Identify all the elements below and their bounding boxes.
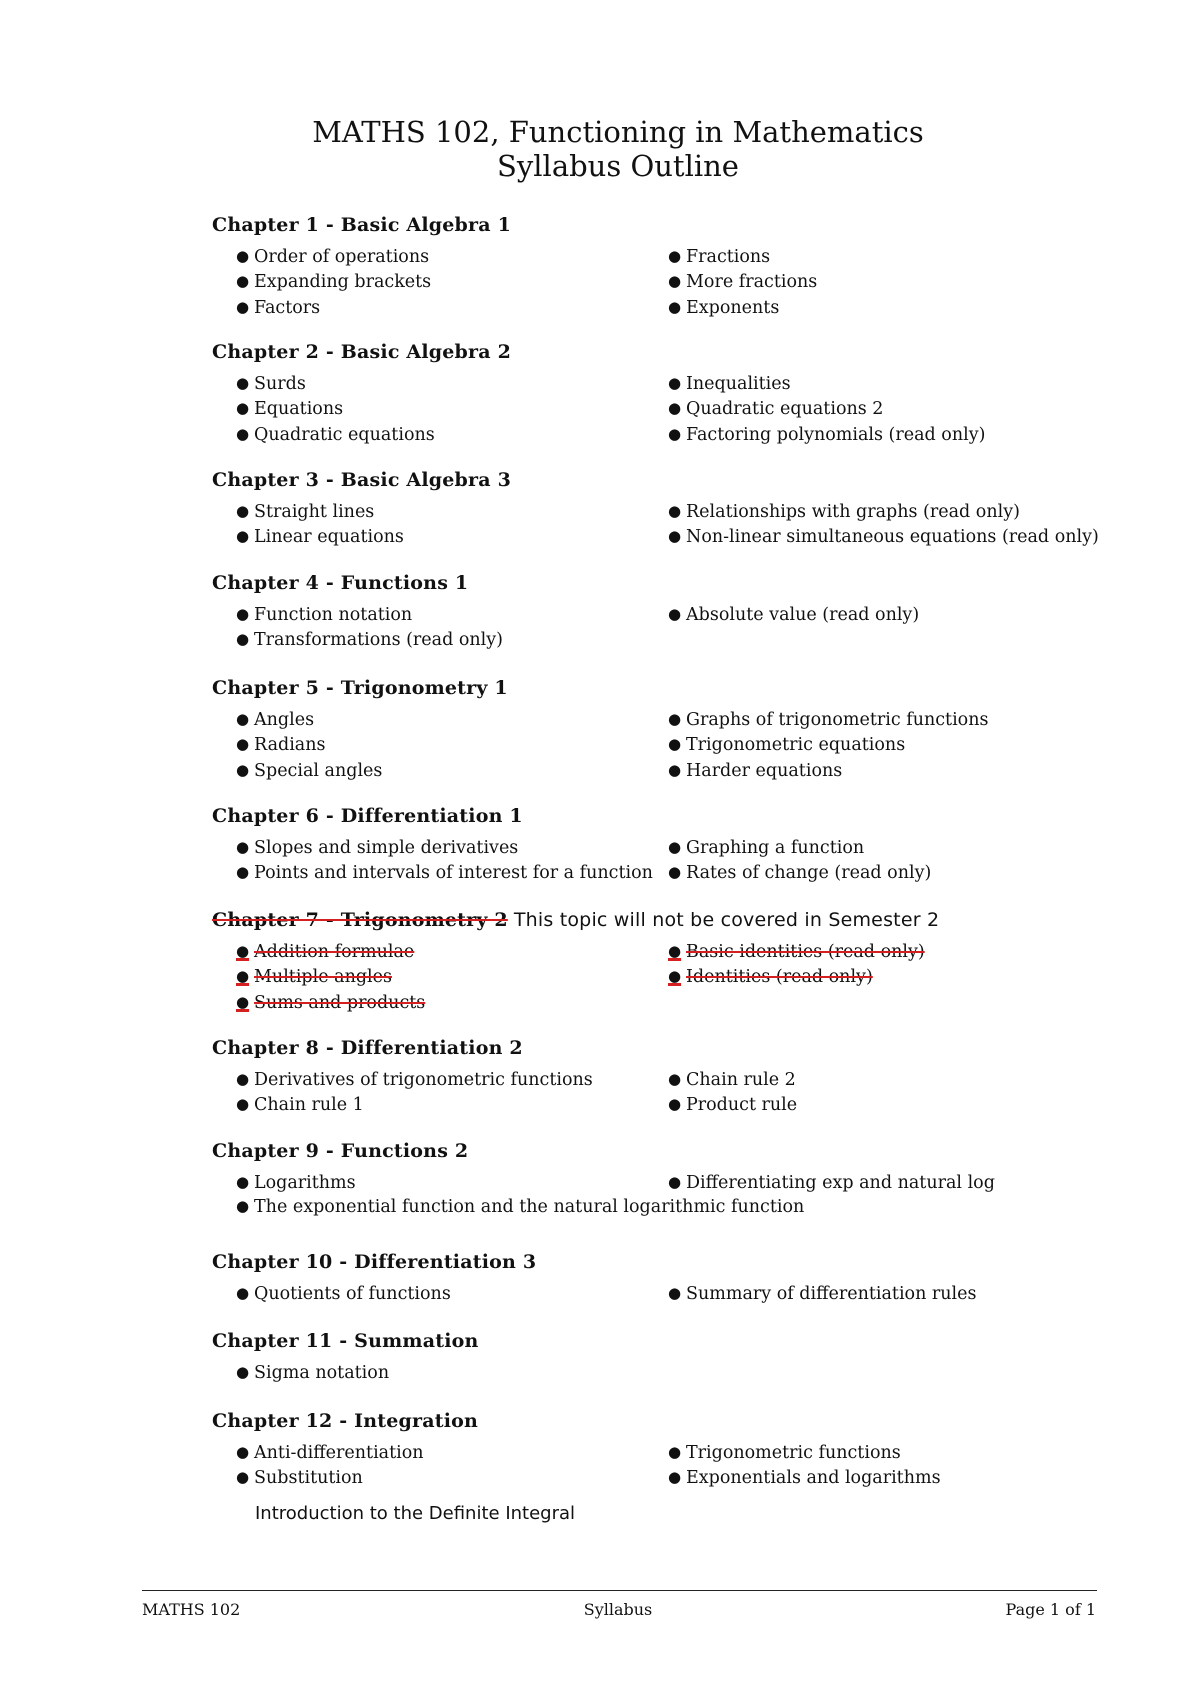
chapter-4 <box>212 572 1112 651</box>
list-item: ● Factors <box>236 297 321 318</box>
topic-list-full <box>236 1194 804 1219</box>
topic-list-left <box>236 244 431 320</box>
topic-list-left <box>236 499 404 550</box>
chapter-6 <box>212 805 1112 884</box>
topic-list-right <box>668 1281 977 1306</box>
topic-list-left <box>236 371 435 447</box>
list-item: ● Differentiating exp and natural log <box>668 1173 995 1193</box>
list-item: ● Non-linear simultaneous equations (read only) <box>668 527 1099 548</box>
list-item: ● Relationships with graphs (read only) <box>668 502 1020 522</box>
title-block <box>0 115 1200 183</box>
list-item: ● Sigma notation <box>236 1363 390 1383</box>
chapter-11 <box>212 1330 1112 1383</box>
list-item: ● Graphing a function <box>668 838 865 858</box>
list-item: ● Chain rule 2 <box>668 1070 796 1090</box>
list-item: ● Harder equations <box>668 760 843 781</box>
chapter-heading: Chapter 10 - Differentiation 3 <box>212 1251 537 1273</box>
list-item: ● Fractions <box>668 247 771 267</box>
chapter-7 <box>212 909 1112 1013</box>
chapter-heading: Chapter 7 - Trigonometry 2 This topic will not be covered in Semester 2 <box>212 909 940 931</box>
list-item: ● Rates of change (read only) <box>668 863 932 884</box>
topic-list-right <box>668 835 931 886</box>
topic-list-left <box>236 1170 356 1195</box>
list-item: ● Slopes and simple derivatives <box>236 838 519 858</box>
topic-list-right <box>668 1170 995 1195</box>
footer-course: MATHS 102 <box>142 1600 241 1619</box>
list-item: ● Factoring polynomials (read only) <box>668 424 986 445</box>
chapter-heading: Chapter 11 - Summation <box>212 1330 479 1352</box>
list-item: ● Straight lines <box>236 502 375 522</box>
topic-list-right <box>668 499 1099 550</box>
list-item: ● Basic identities (read only) <box>668 942 925 962</box>
chapter-heading: Chapter 1 - Basic Algebra 1 <box>212 214 511 236</box>
topic-list-left <box>236 602 503 653</box>
topic-list-left <box>236 707 382 783</box>
topic-list-right <box>668 244 817 320</box>
list-item: ● Transformations (read only) <box>236 630 503 651</box>
list-item: ● Angles <box>236 710 315 730</box>
list-item: ● Equations <box>236 399 344 420</box>
list-item: ● Substitution <box>236 1468 363 1489</box>
chapter-heading: Chapter 9 - Functions 2 <box>212 1140 469 1162</box>
list-item: ● Surds <box>236 374 306 394</box>
chapter-5 <box>212 677 1112 781</box>
topic-list-left <box>236 835 653 886</box>
chapter-heading: Chapter 6 - Differentiation 1 <box>212 805 523 827</box>
chapter-12 <box>212 1410 1112 1489</box>
list-item: ● Product rule <box>668 1095 798 1116</box>
chapter-heading: Chapter 3 - Basic Algebra 3 <box>212 469 511 491</box>
chapter-9 <box>212 1140 1112 1217</box>
list-item: ● Graphs of trigonometric functions <box>668 710 989 730</box>
annotation-note: This topic will not be covered in Semester 2 <box>513 909 940 931</box>
page-title: MATHS 102, Functioning in Mathematics <box>312 115 924 149</box>
chapter-8 <box>212 1037 1112 1116</box>
chapter-3 <box>212 469 1112 548</box>
list-item: ● Exponentials and logarithms <box>668 1468 941 1489</box>
chapter-10 <box>212 1251 1112 1304</box>
list-item: ● Special angles <box>236 760 383 781</box>
list-item: ● Trigonometric equations <box>668 735 906 756</box>
list-item: ● Anti-differentiation <box>236 1443 424 1463</box>
topic-list-right <box>668 939 925 990</box>
footer-document: Syllabus <box>583 1600 653 1619</box>
list-item: ● Multiple angles <box>236 967 392 988</box>
chapter-1 <box>212 214 1112 318</box>
topic-list-right <box>668 707 988 783</box>
chapter-heading: Chapter 8 - Differentiation 2 <box>212 1037 523 1059</box>
list-item: ● Order of operations <box>236 247 430 267</box>
added-topic-note: Introduction to the Definite Integral <box>255 1503 576 1524</box>
list-item: ● The exponential function and the natural logarithmic function <box>236 1197 805 1217</box>
list-item: ● Sums and products <box>236 992 426 1013</box>
list-item: ● Trigonometric functions <box>668 1443 901 1463</box>
list-item: ● Radians <box>236 735 326 756</box>
list-item: ● Addition formulae <box>236 942 415 962</box>
list-item: ● Quadratic equations 2 <box>668 399 884 420</box>
list-item: ● Linear equations <box>236 527 404 548</box>
footer-page-number: Page 1 of 1 <box>1005 1600 1096 1619</box>
topic-list-left <box>236 1281 451 1306</box>
list-item: ● Identities (read only) <box>668 967 873 988</box>
list-item: ● Exponents <box>668 297 780 318</box>
topic-list-left <box>236 1360 389 1385</box>
list-item: ● Quotients of functions <box>236 1284 451 1304</box>
chapter-heading: Chapter 5 - Trigonometry 1 <box>212 677 508 699</box>
topic-list-left <box>236 1067 593 1118</box>
list-item: ● Chain rule 1 <box>236 1095 364 1116</box>
footer-divider <box>142 1590 1097 1591</box>
list-item: ● Summary of differentiation rules <box>668 1284 977 1304</box>
chapter-heading: Chapter 4 - Functions 1 <box>212 572 469 594</box>
list-item: ● Logarithms <box>236 1173 356 1193</box>
list-item: ● Expanding brackets <box>236 272 432 293</box>
topic-list-right <box>668 1440 941 1491</box>
list-item: ● Absolute value (read only) <box>668 605 920 625</box>
list-item: ● Derivatives of trigonometric functions <box>236 1070 593 1090</box>
topic-list-right <box>668 602 919 627</box>
chapter-heading: Chapter 12 - Integration <box>212 1410 479 1432</box>
chapter-heading: Chapter 2 - Basic Algebra 2 <box>212 341 511 363</box>
topic-list-right <box>668 1067 797 1118</box>
topic-list-left <box>236 1440 424 1491</box>
list-item: ● Points and intervals of interest for a function <box>236 863 653 884</box>
page-subtitle: Syllabus Outline <box>497 149 739 183</box>
topic-list-right <box>668 371 985 447</box>
chapter-2 <box>212 341 1112 445</box>
list-item: ● Quadratic equations <box>236 424 435 445</box>
list-item: ● Inequalities <box>668 374 791 394</box>
list-item: ● Function notation <box>236 605 413 625</box>
list-item: ● More fractions <box>668 272 818 293</box>
topic-list-left <box>236 939 425 1015</box>
